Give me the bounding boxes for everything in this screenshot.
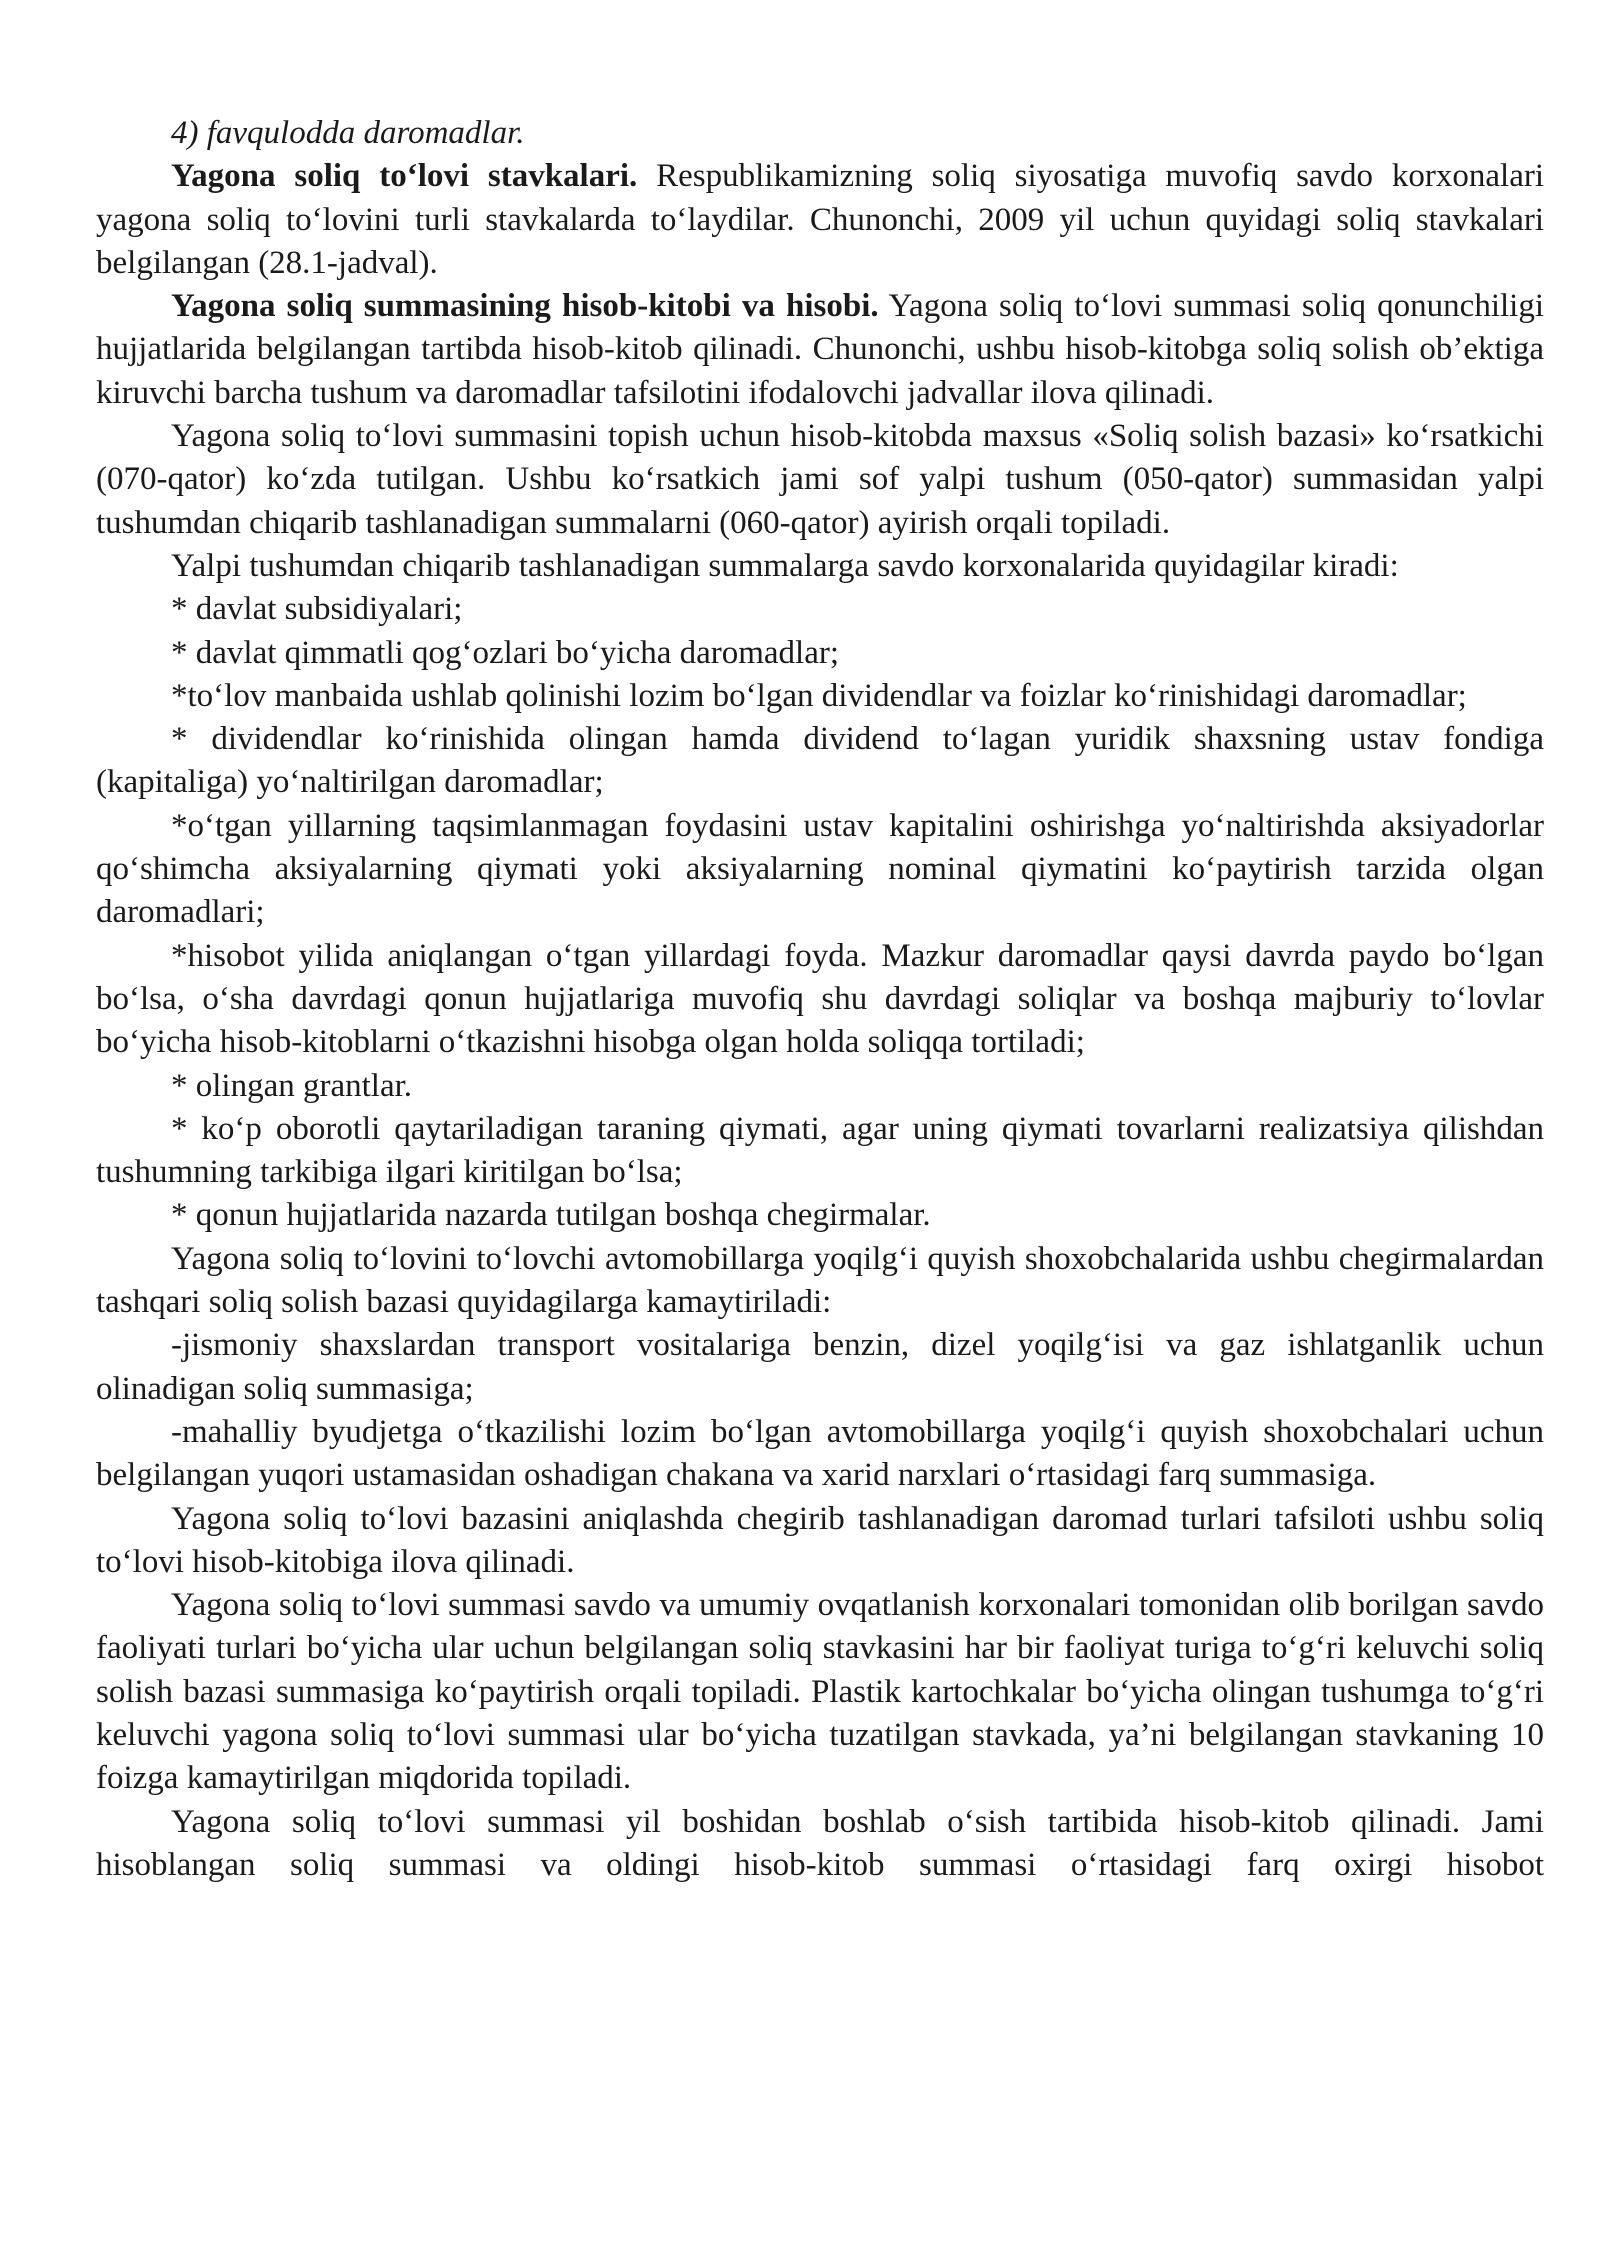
paragraph-text: *to‘lov manbaida ushlab qolinishi lozim bo‘lgan dividendlar va foizlar ko‘rinishidagi daromadlar; — [171, 677, 1467, 714]
paragraph-text: Yagona soliq to‘lovi summasini topish uchun hisob-kitobda maxsus «Soliq solish bazasi» ko‘rsatkichi (070-qator) ko‘zda tutilgan. Ushbu ko‘rsatkich jami sof yalpi tushum (050-qator) summasidan yalpi tushumdan chiqarib tashlanadigan summalarni (060-qator) ayirish orqali topiladi. — [96, 418, 1544, 541]
list-item — [96, 1324, 1544, 1411]
paragraph-text: * davlat qimmatli qog‘ozlari bo‘yicha daromadlar; — [171, 634, 840, 671]
document-page — [96, 112, 1544, 1887]
paragraph-tax-calculation — [96, 285, 1544, 415]
paragraph-text: Yagona soliq to‘lovi summasi savdo va umumiy ovqatlanish korxonalari tomonidan olib borilgan savdo faoliyati turlari bo‘yicha ular uchun belgilangan soliq stavkasini har bir faoliyat turiga to‘g‘ri keluvchi soliq solish bazasi summasiga ko‘paytirish orqali topiladi. Plastik kartochkalar bo‘yicha olingan tushumga to‘g‘ri keluvchi yagona soliq to‘lovi summasi ular bo‘yicha tuzatilgan stavkada, ya’ni belgilangan stavkaning 10 foizga kamaytirilgan miqdorida topiladi. — [96, 1587, 1544, 1797]
paragraph-deductions-intro — [96, 545, 1544, 588]
paragraph-text: Yagona soliq to‘lovi bazasini aniqlashda chegirib tashlanadigan daromad turlari tafsiloti ushbu soliq to‘lovi hisob-kitobiga ilova qilinadi. — [96, 1500, 1544, 1580]
list-item-extraordinary-income — [96, 112, 1544, 155]
paragraph-text: * davlat subsidiyalari; — [171, 591, 463, 628]
paragraph-text: * qonun hujjatlarida nazarda tutilgan boshqa chegirmalar. — [171, 1197, 931, 1234]
paragraph-text: *o‘tgan yillarning taqsimlanmagan foydasini ustav kapitalini oshirishga yo‘naltirishda aksiyadorlar qo‘shimcha aksiyalarning qiymati yoki aksiyalarning nominal qiymatini ko‘paytirish tarzida olgan daromadlari; — [96, 807, 1544, 931]
paragraph-text: Respublikamizning soliq siyosatiga muvofiq savdo korxonalari yagona soliq to‘lovini turli stavkalarda to‘laydilar. Chunonchi, 2009 yil uchun quyidagi soliq stavkalari belgilangan (28.1-jadval). — [96, 158, 1545, 281]
list-item — [96, 805, 1544, 935]
list-item — [96, 718, 1544, 805]
paragraph-text: * olingan grantlar. — [171, 1067, 413, 1104]
paragraph-text: Yagona soliq to‘lovi summasi yil boshidan boshlab o‘sish tartibida hisob-kitob qilinadi. Jami hisoblangan soliq summasi va oldingi hisob-kitob summasi o‘rtasidagi farq oxirgi hisobot — [96, 1803, 1544, 1883]
paragraph-text: -mahalliy byudjetga o‘tkazilishi lozim bo‘lgan avtomobillarga yoqilg‘i quyish shoxobchalari uchun belgilangan yuqori ustamasidan oshadigan chakana va xarid narxlari o‘rtasidagi farq summasiga. — [96, 1413, 1544, 1494]
paragraph-text: * dividendlar ko‘rinishida olingan hamda dividend to‘lagan yuridik shaxsning ustav fondiga (kapitaliga) yo‘naltirilgan daromadlar; — [96, 721, 1544, 801]
list-item — [96, 1108, 1544, 1195]
paragraph-text: * ko‘p oborotli qaytariladigan taraning qiymati, agar uning qiymati tovarlarni realizatsiya qilishdan tushumning tarkibiga ilgari kiritilgan bo‘lsa; — [96, 1110, 1544, 1191]
paragraph-text: *hisobot yilida aniqlangan o‘tgan yillardagi foyda. Mazkur daromadlar qaysi davrda paydo bo‘lgan bo‘lsa, o‘sha davrdagi qonun hujjatlariga muvofiq shu davrdagi soliqlar va boshqa majburiy to‘lovlar bo‘yicha hisob-kitoblarni o‘tkazishni hisobga olgan holda soliqqa tortiladi; — [96, 937, 1544, 1061]
paragraph-tax-amount — [96, 1584, 1544, 1800]
paragraph-deduction-details — [96, 1498, 1544, 1585]
list-item — [96, 632, 1544, 675]
list-item — [96, 675, 1544, 718]
paragraph-text: Yagona soliq to‘lovi summasi soliq qonunchiligi hujjatlarida belgilangan tartibda hisob-kitob qilinadi. Chunonchi, ushbu hisob-kitobga soliq solish ob’ektiga kiruvchi barcha tushum va daromadlar tafsilotini ifodalovchi jadvallar ilova qilinadi. — [96, 288, 1544, 411]
list-item — [96, 935, 1544, 1065]
paragraph-text: 4) favqulodda daromadlar. — [171, 115, 525, 151]
section-heading-tax-calculation: Yagona soliq summasining hisob-kitobi va hisobi. — [171, 288, 879, 325]
paragraph-tax-rates — [96, 155, 1544, 285]
paragraph-text: Yalpi tushumdan chiqarib tashlanadigan summalarga savdo korxonalarida quyidagilar kiradi: — [171, 547, 1399, 584]
paragraph-text: -jismoniy shaxslardan transport vositalariga benzin, dizel yoqilg‘isi va gaz ishlatganlik uchun olinadigan soliq summasiga; — [96, 1327, 1544, 1407]
list-item — [96, 1194, 1544, 1237]
list-item — [96, 588, 1544, 631]
paragraph-cumulative-calculation — [96, 1801, 1544, 1888]
paragraph-fuel-stations — [96, 1238, 1544, 1325]
paragraph-text: Yagona soliq to‘lovini to‘lovchi avtomobillarga yoqilg‘i quyish shoxobchalarida ushbu chegirmalardan tashqari soliq solish bazasi quyidagilarga kamaytiriladi: — [96, 1240, 1544, 1321]
list-item — [96, 1065, 1544, 1108]
section-heading-tax-rates: Yagona soliq to‘lovi stavkalari. — [171, 158, 638, 195]
list-item — [96, 1411, 1544, 1498]
paragraph-tax-base — [96, 415, 1544, 545]
